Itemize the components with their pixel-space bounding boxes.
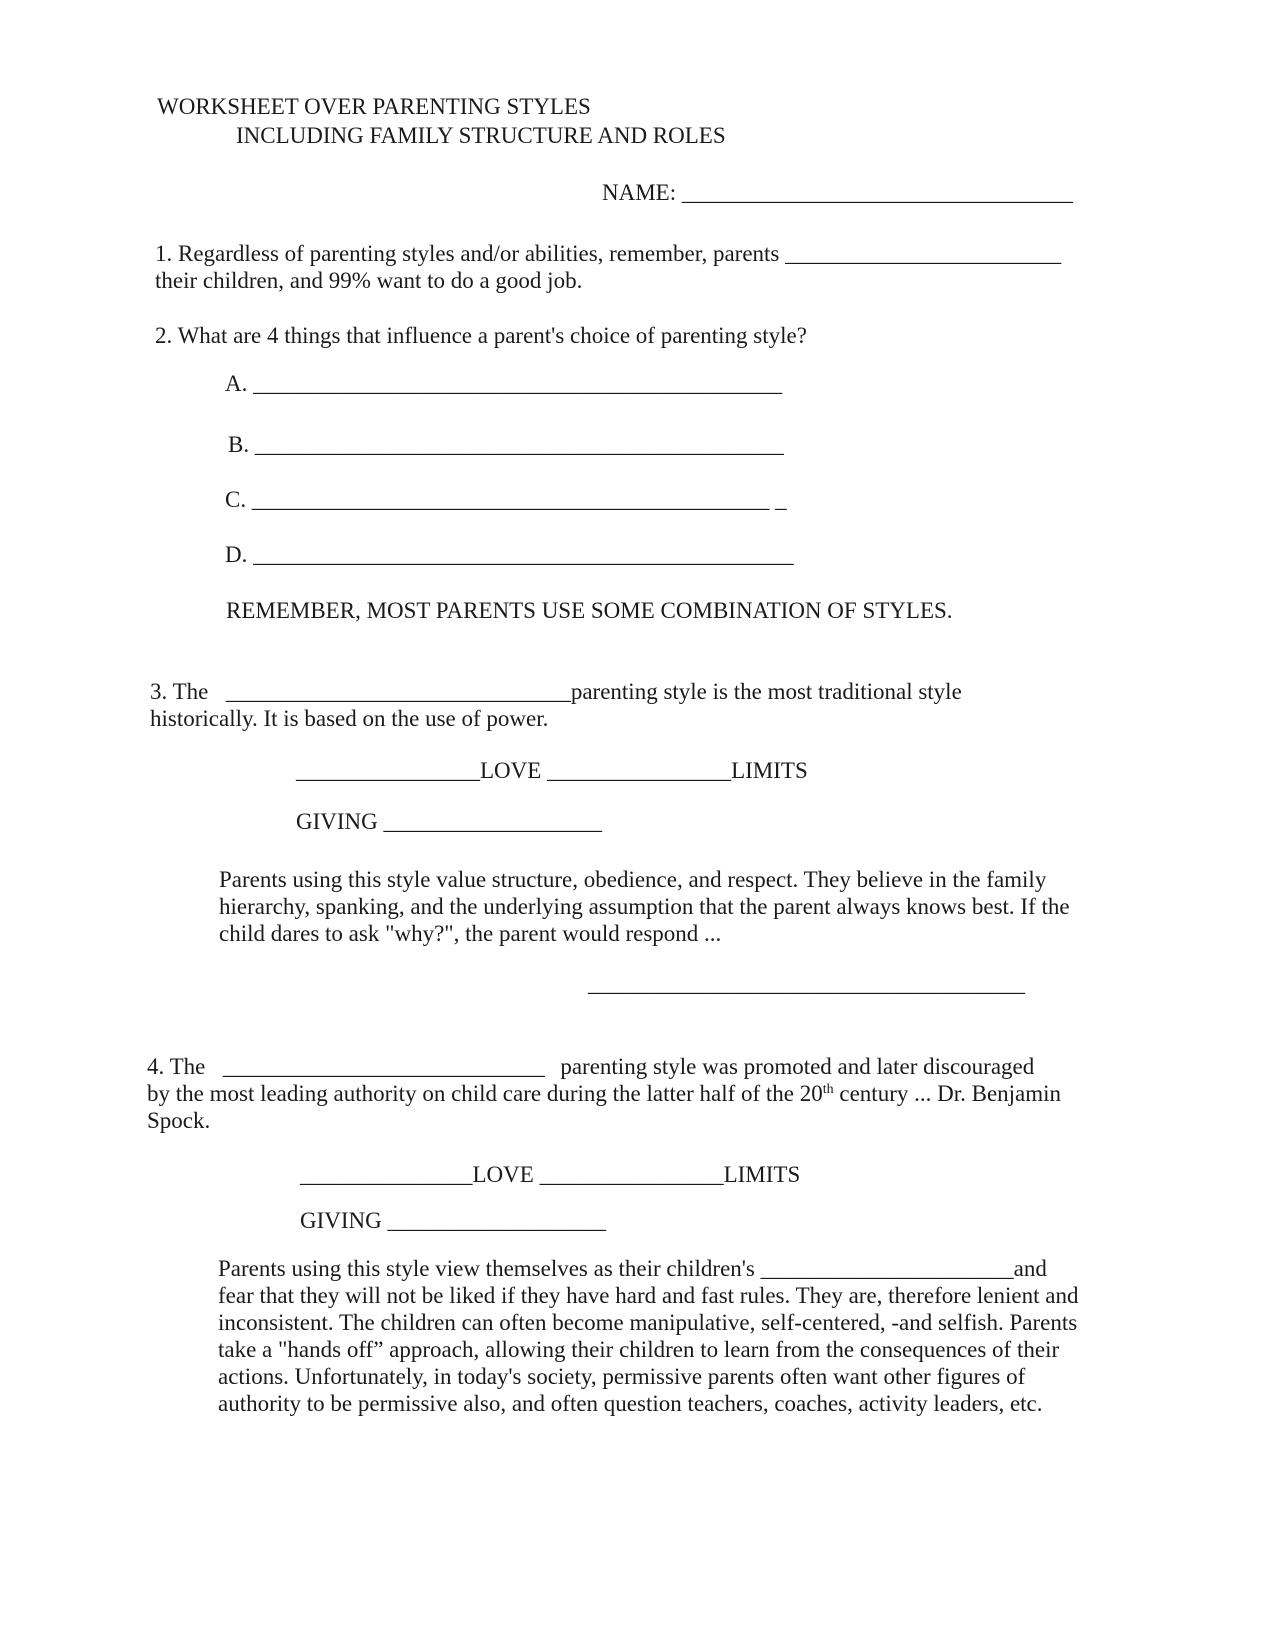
q3-limits-label: LIMITS [731, 758, 808, 783]
name-field[interactable]: __________________________________ [681, 180, 1073, 205]
q3-response-blank[interactable]: ______________________________________ [588, 971, 1025, 996]
q4-limits-blank[interactable]: ________________ [539, 1162, 724, 1187]
q4-love-label: LOVE [472, 1162, 534, 1187]
q3-giving-label: GIVING [296, 809, 378, 834]
q3-line-1-rest: parenting style is the most traditional style [570, 679, 962, 704]
title-line-1: WORKSHEET OVER PARENTING STYLES [157, 94, 591, 119]
q4-line-1 [147, 1053, 1034, 1080]
q2-answer-b[interactable]: B. ______________________________________________ [228, 432, 784, 457]
q2-answer-c[interactable]: C. _____________________________________________ _ [225, 487, 787, 512]
q3-giving-row [296, 808, 602, 835]
q2-prompt: 2. What are 4 things that influence a parent's choice of parenting style? [155, 323, 807, 348]
q4-description-line-1 [218, 1255, 1047, 1282]
q4-love-limits-row [300, 1161, 800, 1188]
q3-line-1 [150, 678, 962, 705]
q3-line-2: historically. It is based on the use of power. [150, 706, 549, 731]
q4-line-2 [147, 1080, 1061, 1107]
q2-answer-d[interactable]: D. _______________________________________________ [225, 542, 794, 567]
q4-description-start: Parents using this style view themselves as their children's [218, 1256, 755, 1281]
q3-description: Parents using this style value structure, obedience, and respect. They believe in the family hierarchy, spanking, and the underlying assumption that the parent always knows best. If the child dares to ask "why?", the parent would respond ... [219, 867, 1070, 946]
q3-giving-blank[interactable]: ___________________ [383, 809, 603, 834]
q4-number: 4. The [147, 1054, 206, 1079]
q2-reminder: REMEMBER, MOST PARENTS USE SOME COMBINATION OF STYLES. [226, 598, 953, 623]
q4-style-blank[interactable]: ____________________________ [222, 1054, 545, 1079]
q1-line-1: 1. Regardless of parenting styles and/or abilities, remember, parents ________________________ [155, 241, 1062, 266]
name-row [602, 179, 1073, 206]
q3-number: 3. The [150, 679, 209, 704]
q4-description: fear that they will not be liked if they have hard and fast rules. They are, therefore lenient and inconsistent. The children can often become manipulative, self-centered, -and selfish. Parents take a "hands off” approach, allowing their children to learn from the consequences of their actions. Unfortunately, in today's society, permissive parents often want other figures of authority to be permissive also, and often question teachers, coaches, activity leaders, etc. [218, 1283, 1079, 1416]
title-line-2: INCLUDING FAMILY STRUCTURE AND ROLES [236, 123, 726, 148]
q4-line-2-text: by the most leading authority on child care during the latter half of the 20 [147, 1081, 823, 1106]
q3-love-label: LOVE [480, 758, 542, 783]
q4-limits-label: LIMITS [723, 1162, 801, 1187]
q4-line-3: Spock. [147, 1108, 211, 1133]
q3-love-limits-row [296, 757, 808, 784]
q4-ordinal-suffix: th [822, 1082, 834, 1097]
q3-style-blank[interactable]: ______________________________ [225, 679, 571, 704]
q2-answer-a[interactable]: A. ______________________________________________ [225, 371, 783, 396]
q4-love-blank[interactable]: _______________ [300, 1162, 473, 1187]
q4-giving-blank[interactable]: ___________________ [387, 1208, 607, 1233]
q1-line-2: their children, and 99% want to do a good job. [155, 268, 583, 293]
q4-line-1-rest: parenting style was promoted and later discouraged [560, 1054, 1035, 1079]
q4-giving-label: GIVING [300, 1208, 382, 1233]
q4-giving-row [300, 1207, 606, 1234]
q3-love-blank[interactable]: ________________ [296, 758, 480, 783]
q4-description-and: and [1013, 1256, 1047, 1281]
name-label: NAME: [602, 180, 677, 205]
q4-role-blank[interactable]: ______________________ [760, 1256, 1014, 1281]
q3-limits-blank[interactable]: ________________ [547, 758, 732, 783]
q4-line-2-end: century ... Dr. Benjamin [833, 1081, 1062, 1106]
